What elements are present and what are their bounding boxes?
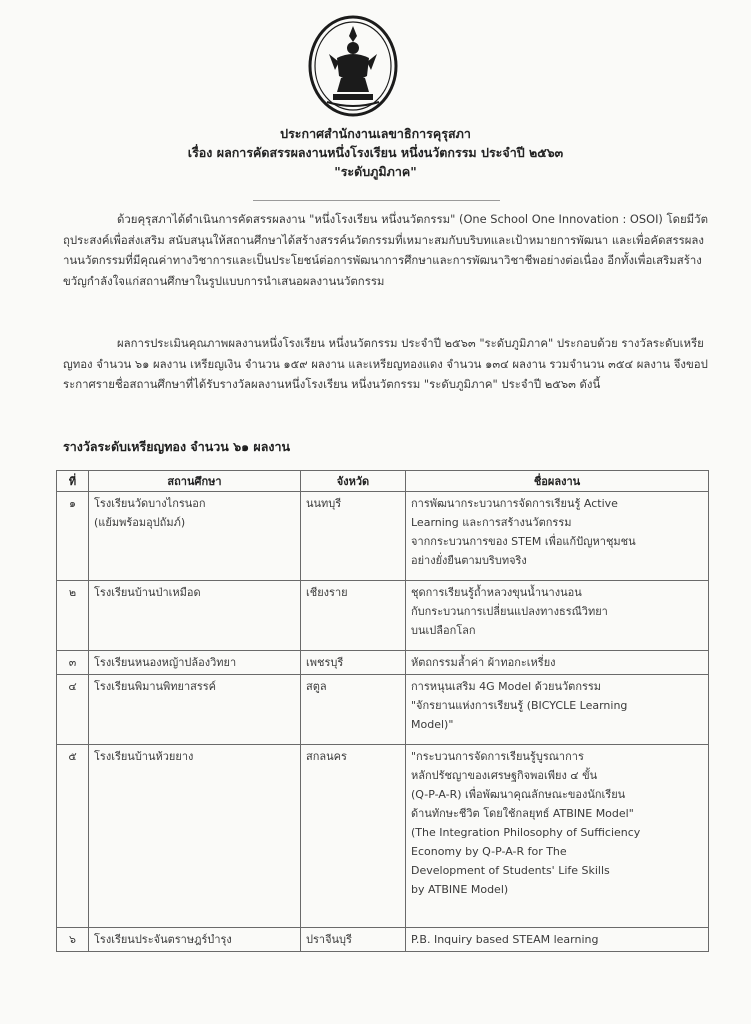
row-no: ๕	[57, 745, 89, 928]
col-header-school: สถานศึกษา	[89, 471, 301, 492]
row-province: ปราจีนบุรี	[301, 928, 406, 952]
row-title: หัตถกรรมล้ำค่า ผ้าทอกะเหรี่ยง	[406, 651, 709, 675]
table-row	[57, 928, 709, 952]
header-line-2: เรื่อง ผลการคัดสรรผลงานหนึ่งโรงเรียน หนึ่งนวัตกรรม ประจำปี ๒๕๖๓	[187, 145, 564, 160]
table-row	[57, 492, 709, 581]
row-province: เพชรบุรี	[301, 651, 406, 675]
row-no: ๓	[57, 651, 89, 675]
row-school: โรงเรียนบ้านป่าเหมือด	[89, 581, 301, 651]
row-province: นนทบุรี	[301, 492, 406, 581]
row-no: ๒	[57, 581, 89, 651]
announcement-header	[60, 124, 691, 181]
row-school: โรงเรียนหนองหญ้าปล้องวิทยา	[89, 651, 301, 675]
table-row	[57, 675, 709, 745]
row-title: การหนุนเสริม 4G Model ด้วยนวัตกรรม "จักรยานแห่งการเรียนรู้ (BICYCLE Learning Model)"	[406, 675, 709, 745]
khurusapha-emblem-icon	[307, 14, 399, 118]
header-line-1: ประกาศสำนักงานเลขาธิการคุรุสภา	[280, 126, 471, 141]
col-header-no: ที่	[57, 471, 89, 492]
row-title: "กระบวนการจัดการเรียนรู้บูรณาการ หลักปรัชญาของเศรษฐกิจพอเพียง ๔ ขั้น (Q-P-A-R) เพื่อพัฒนาคุณลักษณะของนักเรียน ด้านทักษะชีวิต โดยใช้กลยุทธ์ ATBINE Model" (The Integration Philosophy of Sufficiency Economy by Q-P-A-R for The Development of Students' Life Skills by ATBINE Model)	[406, 745, 709, 928]
row-school: โรงเรียนบ้านห้วยยาง	[89, 745, 301, 928]
col-header-title: ชื่อผลงาน	[406, 471, 709, 492]
col-header-province: จังหวัด	[301, 471, 406, 492]
row-title: P.B. Inquiry based STEAM learning	[406, 928, 709, 952]
row-province: สตูล	[301, 675, 406, 745]
paragraph-1: ด้วยคุรุสภาได้ดำเนินการคัดสรรผลงาน "หนึ่งโรงเรียน หนึ่งนวัตกรรม" (One School One Innovation : OSOI) โดยมีวัตถุประสงค์เพื่อส่งเสริม สนับสนุนให้สถานศึกษาได้สร้างสรรค์นวัตกรรมที่เหมาะสมกับบริบทและเป้าหมายการพัฒนา และเพื่อคัดสรรผลงานนวัตกรรมที่มีคุณค่าทางวิชาการและเป็นประโยชน์ต่อการพัฒนาการศึกษาและการพัฒนาวิชาชีพอย่างต่อเนื่อง อีกทั้งเพื่อเสริมสร้างขวัญกำลังใจแก่สถานศึกษาในรูปแบบการนำเสนอผลงานนวัตกรรม	[63, 212, 708, 288]
paragraph-2: ผลการประเมินคุณภาพผลงานหนึ่งโรงเรียน หนึ่งนวัตกรรม ประจำปี ๒๕๖๓ "ระดับภูมิภาค" ประกอบด้วย รางวัลระดับเหรียญทอง จำนวน ๖๑ ผลงาน เหรียญเงิน จำนวน ๑๕๙ ผลงาน และเหรียญทองแดง จำนวน ๑๓๔ ผลงาน รวมจำนวน ๓๕๔ ผลงาน จึงขอประกาศรายชื่อสถานศึกษาที่ได้รับรางวัลผลงานหนึ่งโรงเรียน หนึ่งนวัตกรรม "ระดับภูมิภาค" ประจำปี ๒๕๖๓ ดังนี้	[63, 336, 708, 392]
row-school: โรงเรียนพิมานพิทยาสรรค์	[89, 675, 301, 745]
table-row	[57, 745, 709, 928]
row-title: การพัฒนากระบวนการจัดการเรียนรู้ Active Learning และการสร้างนวัตกรรม จากกระบวนการของ STEM เพื่อแก้ปัญหาชุมชน อย่างยั่งยืนตามบริบทจริง	[406, 492, 709, 581]
row-title: ชุดการเรียนรู้ถ้ำหลวงขุนน้ำนางนอน กับกระบวนการเปลี่ยนแปลงทางธรณีวิทยา บนเปลือกโลก	[406, 581, 709, 651]
row-school: โรงเรียนประจันตราษฎร์บำรุง	[89, 928, 301, 952]
table-row	[57, 581, 709, 651]
header-divider	[253, 200, 500, 201]
row-school: โรงเรียนวัดบางไกรนอก (แย้มพร้อมอุปถัมภ์)	[89, 492, 301, 581]
row-province: สกลนคร	[301, 745, 406, 928]
table-header-row	[57, 471, 709, 492]
row-no: ๖	[57, 928, 89, 952]
row-no: ๔	[57, 675, 89, 745]
header-line-3: "ระดับภูมิภาค"	[334, 164, 417, 179]
awards-table	[56, 470, 709, 952]
table-row	[57, 651, 709, 675]
row-no: ๑	[57, 492, 89, 581]
row-province: เชียงราย	[301, 581, 406, 651]
section-title: รางวัลระดับเหรียญทอง จำนวน ๖๑ ผลงาน	[63, 439, 291, 454]
